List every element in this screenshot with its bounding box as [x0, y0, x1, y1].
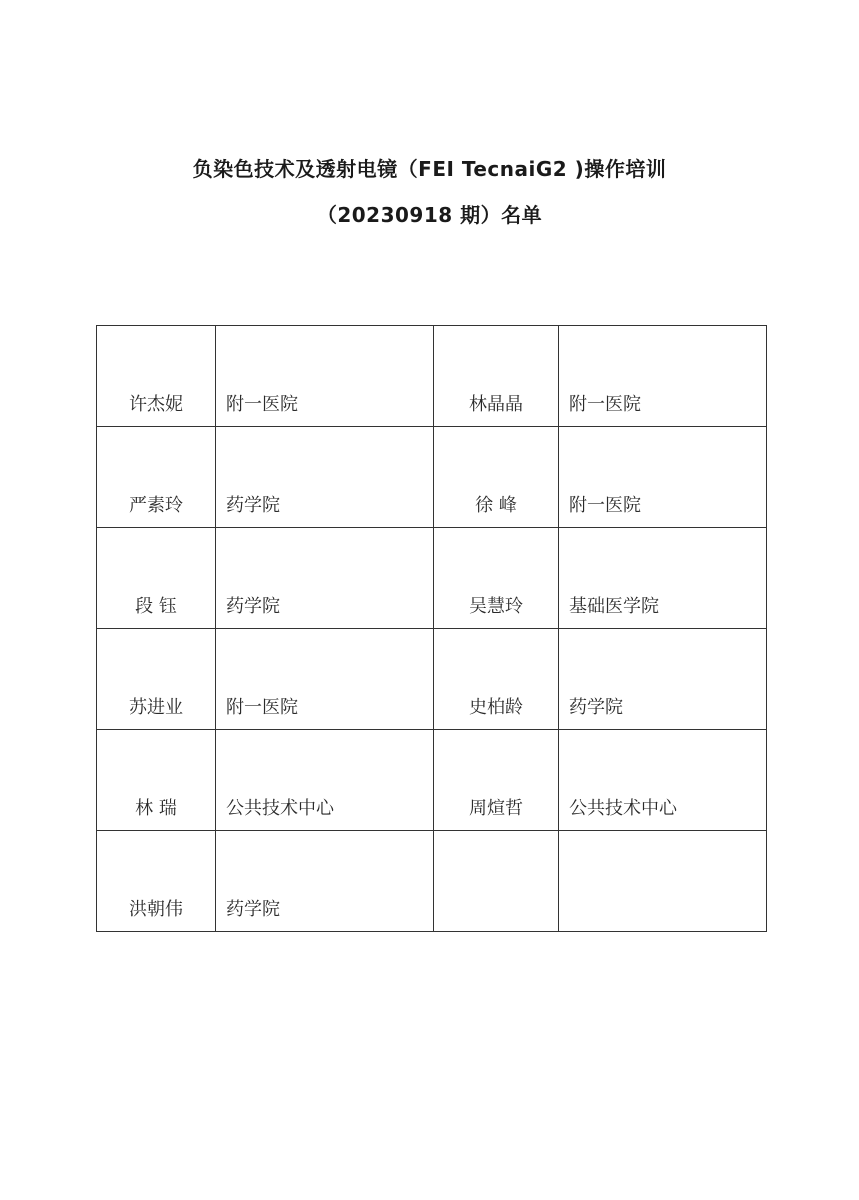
- participant-unit: 药学院: [216, 427, 434, 528]
- table-row: [97, 629, 767, 730]
- participant-name: 洪朝伟: [97, 831, 216, 932]
- table-row: [97, 528, 767, 629]
- participant-name: 许杰妮: [97, 326, 216, 427]
- participant-unit: 附一医院: [559, 326, 767, 427]
- participant-name: 苏进业: [97, 629, 216, 730]
- participant-name: 段 钰: [97, 528, 216, 629]
- table-row: [97, 730, 767, 831]
- table-row: [97, 427, 767, 528]
- participant-unit: 附一医院: [216, 326, 434, 427]
- participant-name: 史柏龄: [434, 629, 559, 730]
- empty-cell: [434, 831, 559, 932]
- participant-name: 徐 峰: [434, 427, 559, 528]
- participant-unit: 药学院: [216, 528, 434, 629]
- empty-cell: [559, 831, 767, 932]
- roster-table: [96, 325, 767, 932]
- document-subtitle: （20230918 期）名单: [316, 203, 543, 227]
- participant-name: 周煊哲: [434, 730, 559, 831]
- participant-unit: 公共技术中心: [559, 730, 767, 831]
- participant-name: 严素玲: [97, 427, 216, 528]
- document-title: 负染色技术及透射电镜（FEI TecnaiG2 )操作培训: [192, 157, 667, 181]
- participant-name: 林 瑞: [97, 730, 216, 831]
- participant-unit: 药学院: [559, 629, 767, 730]
- participant-unit: 公共技术中心: [216, 730, 434, 831]
- participant-unit: 药学院: [216, 831, 434, 932]
- participant-name: 吴慧玲: [434, 528, 559, 629]
- participant-name: 林晶晶: [434, 326, 559, 427]
- participant-unit: 基础医学院: [559, 528, 767, 629]
- table-row: [97, 326, 767, 427]
- table-row: [97, 831, 767, 932]
- participant-unit: 附一医院: [216, 629, 434, 730]
- participant-unit: 附一医院: [559, 427, 767, 528]
